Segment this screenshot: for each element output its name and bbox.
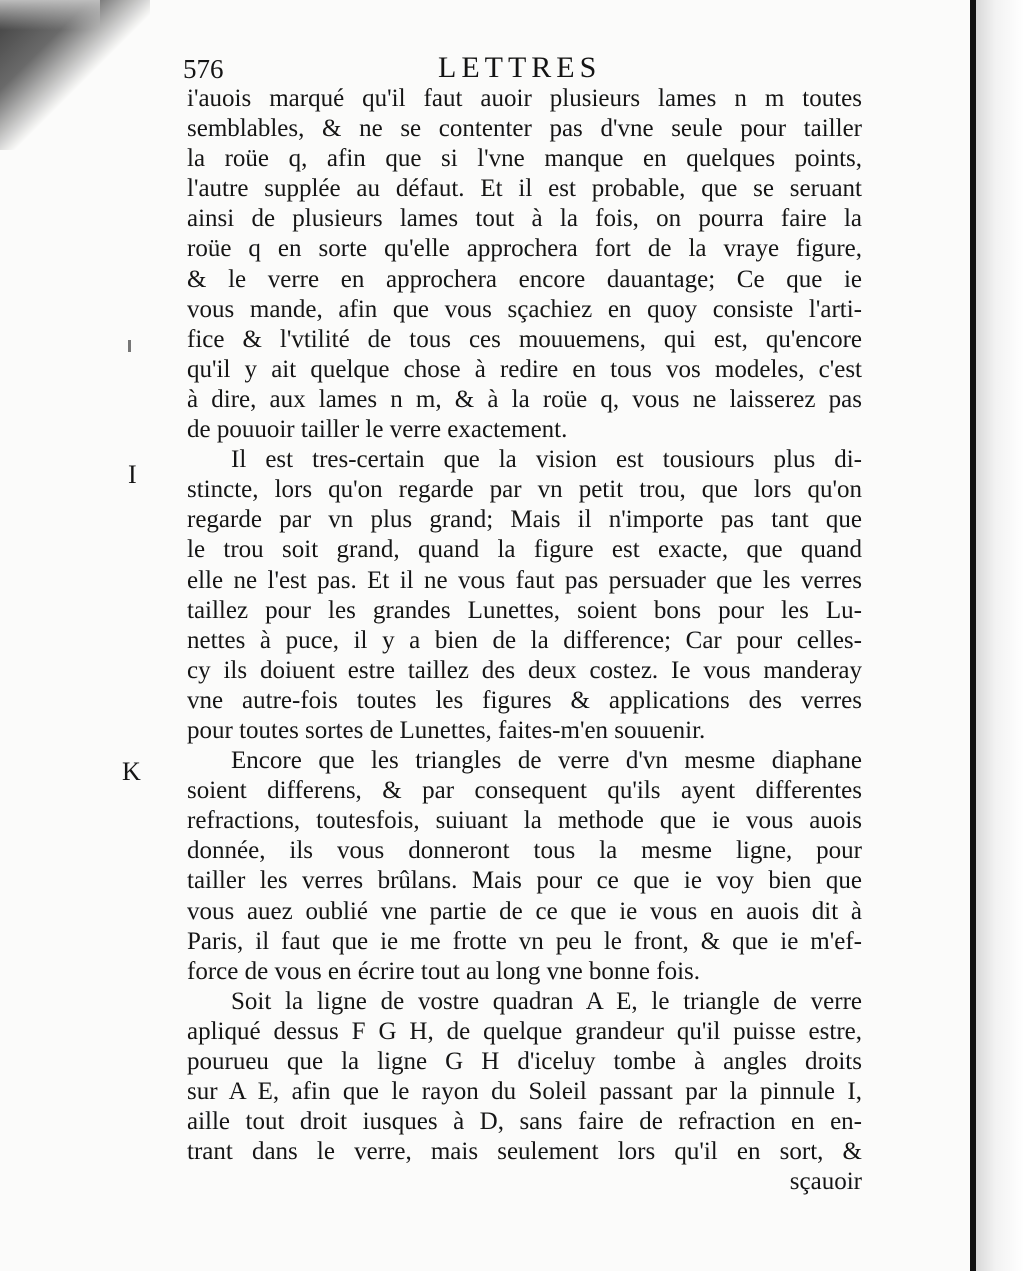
text-line: sur A E, afin que le rayon du Soleil passant par la pinnule I, <box>187 1078 862 1106</box>
text-line: stincte, lors qu'on regarde par vn petit trou, que lors qu'on <box>187 476 862 504</box>
text-line: taillez pour les grandes Lunettes, soient bons pour les Lu- <box>187 596 862 624</box>
text-line: Paris, il faut que ie me frotte vn peu le front, & que ie m'ef- <box>187 927 862 955</box>
text-line: Encore que les triangles de verre d'vn mesme diaphane <box>231 747 862 775</box>
text-line: Soit la ligne de vostre quadran A E, le triangle de verre <box>231 987 862 1015</box>
text-line: i'auois marqué qu'il faut auoir plusieurs lames n m toutes <box>187 85 862 112</box>
text-line: soient differens, & par consequent qu'ils ayent differentes <box>187 777 862 805</box>
text-line: donnée, ils vous donneront tous la mesme ligne, pour <box>187 837 862 865</box>
margin-note-i: I <box>128 460 137 489</box>
body-text <box>187 84 862 1197</box>
text-line: fice & l'vtilité de tous ces mouuemens, qui est, qu'encore <box>187 325 862 353</box>
text-line: tailler les verres brûlans. Mais pour ce que ie voy bien que <box>187 867 862 895</box>
text-line: Il est tres-certain que la vision est tousiours plus di- <box>231 446 862 474</box>
text-line: apliqué dessus F G H, de quelque grandeur qu'il puisse estre, <box>187 1017 862 1045</box>
text-line: aille tout droit iusques à D, sans faire de refraction en en- <box>187 1108 862 1136</box>
text-line: nettes à puce, il y a bien de la difference; Car pour celles- <box>187 626 862 654</box>
text-line: vous mande, afin que vous sçachiez en quoy consiste l'arti- <box>187 295 862 323</box>
text-line: trant dans le verre, mais seulement lors qu'il en sort, & <box>187 1138 862 1166</box>
text-line: pour toutes sortes de Lunettes, faites-m'en souuenir. <box>187 716 706 744</box>
catchword: sçauoir <box>789 1168 862 1196</box>
text-line: elle ne l'est pas. Et il ne vous faut pas persuader que les verres <box>187 566 862 594</box>
ink-speck <box>128 340 131 352</box>
text-line: à dire, aux lames n m, & à la roüe q, vous ne laisserez pas <box>187 385 862 413</box>
text-line: force de vous en écrire tout au long vne bonne fois. <box>187 957 701 985</box>
running-title: LETTRES <box>438 51 602 84</box>
scan-corner-fade <box>0 0 100 30</box>
text-line: l'autre supplée au défaut. Et il est probable, que se seruant <box>187 175 862 203</box>
text-line: la roüe q, afin que si l'vne manque en quelques points, <box>187 145 862 173</box>
margin-note-k: K <box>122 757 141 786</box>
text-line: qu'il y ait quelque chose à redire en tous vos modeles, c'est <box>187 355 862 383</box>
text-line: semblables, & ne se contenter pas d'vne seule pour tailler <box>187 115 862 143</box>
text-line: ainsi de plusieurs lames tout à la fois, on pourra faire la <box>187 205 862 233</box>
text-line: cy ils doiuent estre taillez des deux costez. Ie vous manderay <box>187 656 862 684</box>
text-line: de pouuoir tailler le verre exactement. <box>187 416 568 444</box>
text-line: vous auez oublié vne partie de ce que ie vous en auois dit à <box>187 897 862 925</box>
page-edge-margin <box>976 0 1024 1271</box>
text-line: le trou soit grand, quand la figure est exacte, que quand <box>187 536 862 564</box>
text-line: vne autre-fois toutes les figures & applications des verres <box>187 686 862 714</box>
text-line: & le verre en approchera encore dauantage; Ce que ie <box>187 265 862 293</box>
page-number: 576 <box>183 54 224 84</box>
text-line: roüe q en sorte qu'elle approchera fort de la vraye figure, <box>187 235 862 263</box>
text-line: refractions, toutesfois, suiuant la methode que ie vous auois <box>187 807 862 835</box>
text-line: regarde par vn plus grand; Mais il n'importe pas tant que <box>187 506 862 534</box>
text-line: pourueu que la ligne G H d'iceluy tombe à angles droits <box>187 1048 862 1075</box>
